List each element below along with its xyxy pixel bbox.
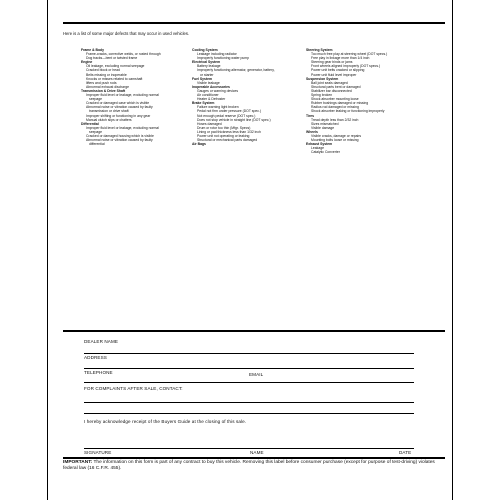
defect-item: Not enough pedal reserve (DOT spec.)	[197, 113, 256, 118]
defect-item: Manual clutch slips or chatters	[86, 117, 132, 122]
defect-category-heading: Air Bags	[192, 142, 206, 147]
email-label: EMAIL	[249, 372, 264, 377]
telephone-email-line[interactable]	[84, 382, 414, 383]
defect-item: Stabilizer bar disconnected	[311, 88, 352, 93]
defect-item: Cracked or damaged case which is visible	[86, 101, 150, 106]
defect-item: Gauges or warning devices	[197, 88, 239, 93]
defect-item: Heater & Defroster	[197, 97, 226, 102]
dealer-name-label: DEALER NAME	[84, 339, 119, 344]
defect-item: Abnormal exhaust discharge	[86, 84, 129, 89]
defect-item: Oil leakage, excluding normal seepage	[86, 64, 145, 69]
defect-item: seepage	[89, 129, 103, 134]
defect-item: Visible cracks, damage or repairs	[311, 133, 362, 138]
defect-item: Steering gear binds or jams	[311, 60, 353, 65]
defect-item: Too much free play at steering wheel (DOT specs.)	[311, 52, 388, 57]
defect-item: Radius rod damaged or missing	[311, 105, 359, 110]
defect-item: Improper fluid level or leakage, excluding normal	[86, 125, 159, 130]
defect-item: Tread depth less than 2/32 inch	[311, 117, 359, 122]
defect-item: Belts missing or inoperable	[86, 72, 127, 77]
defects-column-3	[306, 48, 436, 154]
defect-item: Mounting bolts loose or missing	[311, 138, 359, 143]
intro-text: Here is a list of some major defects that may occur in used vehicles.	[63, 31, 190, 36]
defect-item: Improper shifting or functioning in any gear	[86, 113, 151, 118]
defect-category-heading: Wheels	[306, 129, 318, 134]
telephone-label: TELEPHONE	[84, 370, 113, 375]
defect-category-heading: Cooling System	[192, 48, 218, 52]
signature-label: SIGNATURE	[84, 450, 112, 455]
defect-category-heading: Engine	[81, 60, 93, 65]
defect-category-heading: Steering System	[306, 48, 333, 52]
top-rule	[63, 22, 445, 24]
defect-category-heading: Differential	[81, 121, 99, 126]
defect-item: Cracked block or head	[86, 68, 120, 73]
defect-item: Sizes mismatched	[311, 121, 339, 126]
defect-item: Does not stop vehicle in straight line (DOT spec.)	[197, 117, 271, 122]
defect-item: Shock absorber leaking or functioning improperly	[311, 109, 385, 114]
defect-item: Power unit not operating or leaking	[197, 133, 250, 138]
complaints-label: FOR COMPLAINTS AFTER SALE, CONTACT:	[84, 386, 183, 391]
defect-item: Failure warning light broken	[197, 105, 239, 110]
defect-item: or starter	[200, 72, 214, 77]
defect-item: Power unit belts cracked or slipping	[311, 68, 365, 73]
defect-category-heading: Fuel System	[192, 76, 212, 81]
complaints-line-2[interactable]	[84, 413, 414, 414]
signature-line[interactable]	[84, 448, 414, 449]
defect-item: Frame-cracks, corrective welds, or rusted through	[86, 52, 161, 57]
defect-item: Improperly functioning water pump	[197, 56, 250, 61]
defects-column-1	[81, 48, 189, 146]
defect-item: Rubber bushings damaged or missing	[311, 101, 369, 106]
defect-category-heading: Electrical System	[192, 60, 221, 65]
defect-item: Leakage including radiator	[197, 52, 237, 57]
defect-item: Knocks or misses related to camshaft	[86, 76, 143, 81]
date-label: DATE	[399, 450, 412, 455]
defect-category-heading: Exhaust System	[306, 142, 333, 147]
defect-item: Shock absorber mounting loose	[311, 97, 359, 102]
defect-item: Visible leakage	[197, 80, 220, 85]
defect-item: Battery leakage	[197, 64, 221, 69]
defect-category-heading: Transmission & Drive Shaft	[81, 88, 126, 93]
defect-item: Structural parts bent or damaged	[311, 84, 361, 89]
defect-item: Air conditioner	[197, 93, 219, 98]
defect-item: Power unit fluid level improper	[311, 72, 357, 77]
defect-item: Hoses damaged	[197, 121, 222, 126]
defect-item: Abnormal noise or vibration caused by faulty	[86, 105, 153, 110]
defects-column-2	[192, 48, 304, 146]
defect-item: seepage	[89, 97, 103, 102]
footer-rule	[63, 457, 445, 459]
name-label: NAME	[250, 450, 264, 455]
defect-item: Pedal not firm under pressure (DOT spec.)	[197, 109, 262, 114]
important-notice	[63, 460, 443, 472]
defect-item: Leakage	[311, 146, 325, 151]
defect-item: differential	[89, 142, 105, 147]
form-top-rule	[63, 330, 445, 332]
defect-item: Improper fluid level or leakage, excluding normal	[86, 93, 159, 98]
defect-item: Catalytic Converter	[311, 150, 340, 155]
dealer-name-line[interactable]	[84, 353, 414, 354]
defect-item: Abnormal noise or vibration caused by faulty	[86, 138, 153, 143]
address-label: ADDRESS	[84, 355, 107, 360]
defect-category-heading: Inoperable Accessories	[192, 84, 230, 89]
defect-item: Free play in linkage more than 1/4 inch	[311, 56, 370, 61]
defect-item: Drum or rotor too thin (Mfgr. Specs)	[197, 125, 251, 130]
defect-category-heading: Frame & Body	[81, 48, 104, 52]
defect-item: Ball joint seals damaged	[311, 80, 348, 85]
important-text: The information on this form is part of any contract to buy this vehicle. Removing this label before consumer purchase (except for purpose of test-driving) violates federal law (16 C.F.R. 455).	[63, 460, 435, 471]
defect-category-heading: Tires	[306, 113, 315, 118]
defect-category-heading: Brake System	[192, 101, 215, 106]
defect-item: Lining or pad thickness less than 1/32 inch	[197, 129, 261, 134]
important-label: IMPORTANT:	[63, 460, 93, 465]
defect-category-heading: Suspension System	[306, 76, 339, 81]
defect-item: transmission or drive shaft	[89, 109, 129, 114]
defect-item: Cracked or damaged housing which is visible	[86, 133, 154, 138]
defect-item: Visible damage	[311, 125, 335, 130]
defect-item: lifters and push rods	[86, 80, 117, 85]
defect-item: Structural or mechanical parts damaged	[197, 138, 258, 143]
complaints-line-1[interactable]	[84, 402, 414, 403]
defect-item: Front wheels aligned improperly (DOT specs.)	[311, 64, 381, 69]
defect-item: Dog tracks—bent or twisted frame	[86, 56, 138, 61]
defect-item: Improperly functioning alternator, generator, battery,	[197, 68, 275, 73]
address-line[interactable]	[84, 368, 414, 369]
acknowledge-text: I hereby acknowledge receipt of the Buyers Guide at the closing of this sale.	[84, 419, 247, 424]
defect-item: Spring broken	[311, 93, 333, 98]
